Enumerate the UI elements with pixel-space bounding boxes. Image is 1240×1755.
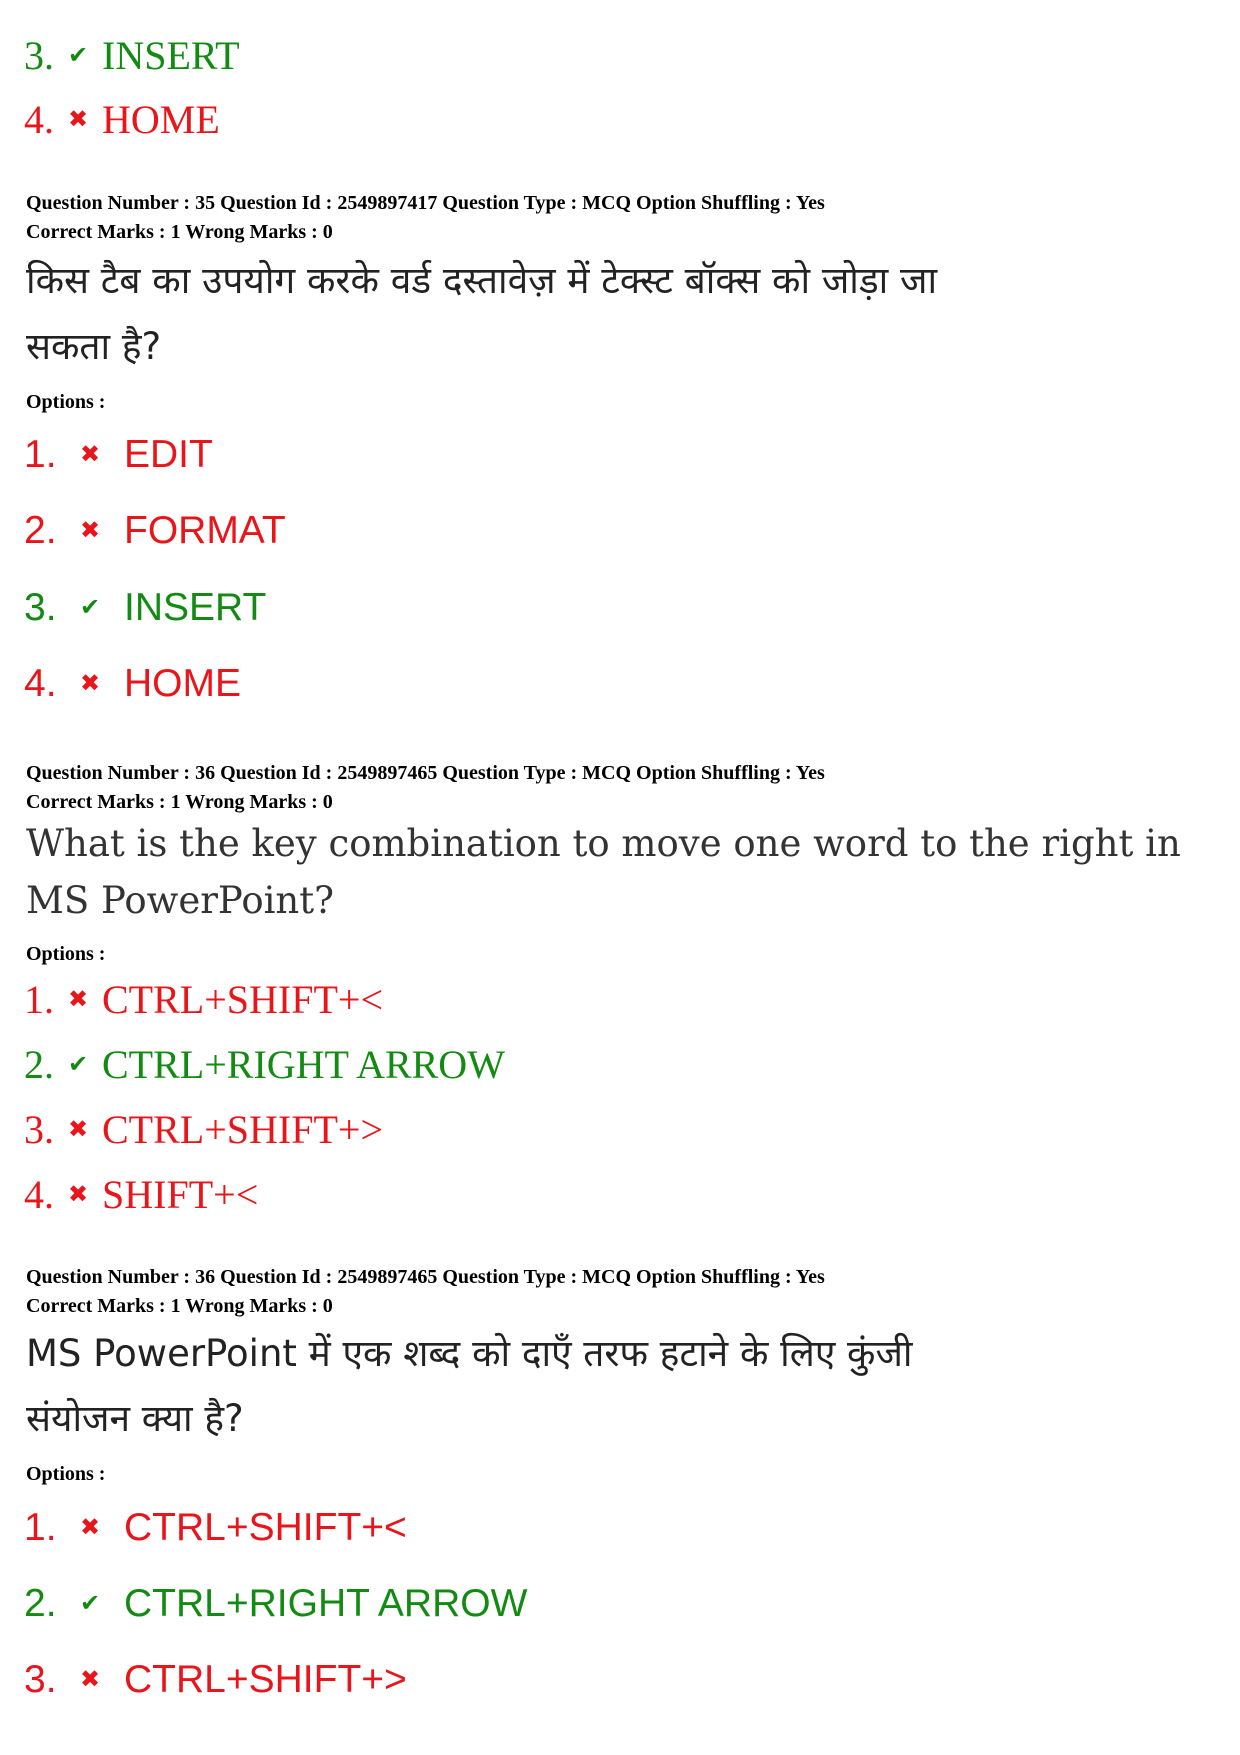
option-text: SHIFT+< [102,1172,259,1217]
option-text: CTRL+SHIFT+< [124,1506,407,1549]
check-icon: ✔ [68,1052,89,1078]
question-text-line2: सकता है? [26,325,162,368]
question-text-line1: What is the key combination to move one word to the right in [26,822,1181,865]
check-icon: ✔ [80,593,101,621]
option-text: CTRL+SHIFT+< [102,977,384,1022]
option-number: 1. [24,977,54,1022]
option-number: 1. [24,1506,57,1549]
option-number: 3. [24,1107,54,1152]
option-number: 2. [24,1042,54,1087]
option-row [24,511,286,550]
question-text-line1: किस टैब का उपयोग करके वर्ड दस्तावेज़ में टेक्स्ट बॉक्स को जोड़ा जा [26,259,938,302]
cross-icon: ✖ [68,1117,89,1143]
cross-icon: ✖ [80,516,101,544]
option-number: 3. [24,1658,57,1701]
options-label: Options : [26,391,106,413]
cross-icon: ✖ [68,987,89,1013]
option-number: 4. [24,1172,54,1217]
question-meta: Question Number : 35 Question Id : 2549897417 Question Type : MCQ Option Shuffling : Yes [26,192,825,214]
option-text: INSERT [124,586,267,629]
question-meta: Question Number : 36 Question Id : 2549897465 Question Type : MCQ Option Shuffling : Yes [26,1266,825,1288]
cross-icon: ✖ [80,669,101,697]
question-text-line2: संयोजन क्या है? [26,1397,244,1440]
option-row [24,664,241,703]
option-text: CTRL+SHIFT+> [102,1107,384,1152]
option-text: HOME [124,662,241,705]
question-text-line2: MS PowerPoint? [26,879,334,922]
cross-icon: ✖ [80,1513,101,1541]
option-number: 4. [24,662,57,705]
cross-icon: ✖ [68,107,89,133]
question-text-line1: MS PowerPoint में एक शब्द को दाएँ तरफ हटाने के लिए कुंजी [26,1332,913,1375]
option-row [24,1042,505,1087]
option-text: HOME [102,97,220,142]
check-icon: ✔ [68,43,89,69]
options-label: Options : [26,1463,106,1485]
option-row [24,1584,527,1623]
options-label: Options : [26,943,106,965]
option-number: 1. [24,433,57,476]
option-row [24,1508,407,1547]
option-text: EDIT [124,433,213,476]
option-row [24,588,266,627]
question-marks: Correct Marks : 1 Wrong Marks : 0 [26,221,333,243]
option-number: 2. [24,509,57,552]
cross-icon: ✖ [68,1182,89,1208]
check-icon: ✔ [80,1589,101,1617]
question-marks: Correct Marks : 1 Wrong Marks : 0 [26,791,333,813]
question-marks: Correct Marks : 1 Wrong Marks : 0 [26,1295,333,1317]
option-row [24,1660,407,1699]
cross-icon: ✖ [80,1665,101,1693]
option-row [24,33,240,78]
option-row [24,435,213,474]
question-meta: Question Number : 36 Question Id : 2549897465 Question Type : MCQ Option Shuffling : Yes [26,762,825,784]
option-text: FORMAT [124,509,286,552]
option-row [24,977,384,1022]
option-number: 3. [24,33,54,78]
option-text: INSERT [102,33,240,78]
option-number: 3. [24,586,57,629]
option-row [24,1107,384,1152]
cross-icon: ✖ [80,440,101,468]
option-text: CTRL+RIGHT ARROW [124,1582,528,1625]
option-number: 2. [24,1582,57,1625]
option-row [24,1172,259,1217]
option-text: CTRL+SHIFT+> [124,1658,407,1701]
option-number: 4. [24,97,54,142]
option-row [24,97,220,142]
option-text: CTRL+RIGHT ARROW [102,1042,505,1087]
